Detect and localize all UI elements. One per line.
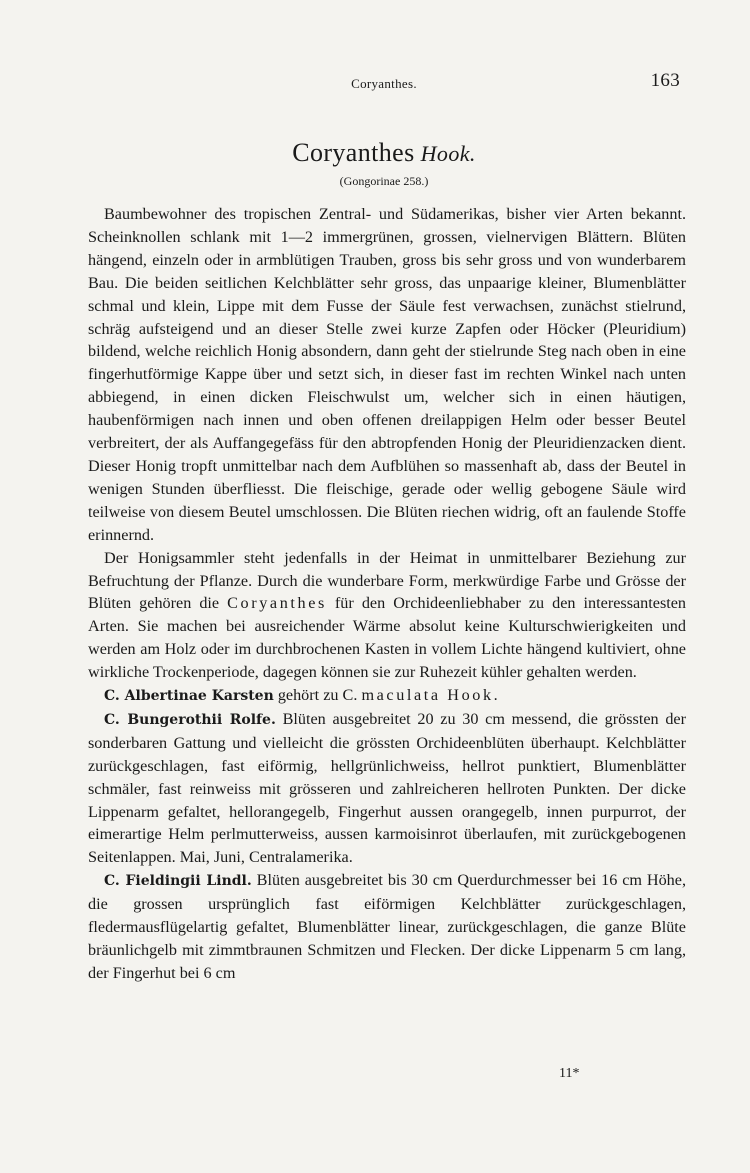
species-text: Blüten ausgebreitet bis 30 cm Querdurchmesser bei 16 cm Höhe, die grossen ursprünglich fast eiförmigen Kelchblätter zurückgeschlagen, fledermausflügelartig gefaltet, Blumenblätter linear, zurückgeschlagen, die ganze Blüte bräunlichgelb mit zimmtbraunen Schmitzen und Flecken. Der dicke Lippenarm 5 cm lang, der Fingerhut bei 6 cm — [88, 871, 686, 982]
signature-mark: 11* — [559, 1066, 580, 1081]
running-title: Coryanthes. — [351, 76, 417, 91]
species-entry-fieldingii — [88, 869, 686, 985]
species-name: C. Albertinae Karsten — [104, 688, 274, 705]
spaced-genus-name: Coryanthes — [227, 594, 327, 613]
paragraph-culture-text-b: für den Orchideenliebhaber zu den interessantesten Arten. Sie machen bei ausreichender Wärme absolut keine Kulturschwierigkeiten und werden am Holz oder im durchbrochenen Kasten in vollem Lichte hängend kultiviert, ohne wirkliche Trockenperiode, dagegen können sie zur Ruhezeit kühler gehalten werden. — [88, 594, 687, 682]
paragraph-culture-text-a: Der Honigsammler steht jedenfalls in der Heimat in unmittelbarer Beziehung zur Befruchtung der Pflanze. Durch die wunderbare Form, merkwürdige Farbe und Grösse der Blüten gehören die — [88, 548, 686, 613]
species-name: C. Fieldingii Lindl. — [104, 873, 252, 890]
paragraph-description: Baumbewohner des tropischen Zentral- und Südamerikas, bisher vier Arten bekannt. Scheinknollen schlank mit 1—2 immergrünen, grossen, vielnervigen Blättern. Blüten hängend, einzeln oder in armblütigen Trauben, gross bis sehr gross und von wunderbarem Bau. Die beiden seitlichen Kelchblätter sehr gross, das unpaarige kleiner, Blumenblätter schmal und klein, Lippe mit dem Fusse der Säule fest verwachsen, zunächst stielrund, schräg aufsteigend und an dieser Stelle zwei kurze Zapfen oder Höcker (Pleuridium) bildend, welche reichlich Honig absondern, dann geht der stielrunde Steg nach oben in eine fingerhutförmige Kappe über und setzt sich, in dieser fast im rechten Winkel nach unten abbiegend, in einen dicken Fleischwulst um, welcher sich in einen häutigen, haubenförmigen nach innen und oben offenen dreilappigen Helm oder besser Beutel verbreitert, der als Auffangegefäss für den abtropfenden Honig der Pleuridienzacken dient. Dieser Honig tropft unmittelbar nach dem Aufblühen so massenhaft ab, dass der Beutel in wenigen Stunden überfliesst. Die fleischige, gerade oder wellig gebogene Säule wird teilweise von diesem Beutel umschlossen. Die Blüten riechen widrig, oft an faulende Stoffe erinnernd. — [88, 205, 686, 544]
species-entry-bungerothii — [88, 708, 686, 869]
species-entry-albertinae — [88, 684, 686, 708]
genus-subtitle: (Gongorinae 258.) — [339, 174, 429, 188]
spaced-species-name: maculata Hook. — [361, 686, 501, 705]
genus-author: Hook. — [420, 141, 476, 166]
page-number: 163 — [650, 70, 680, 91]
species-name: C. Bungerothii Rolfe. — [104, 711, 276, 728]
genus-name: Coryanthes — [292, 138, 415, 167]
genus-heading — [88, 138, 680, 168]
species-text: gehört zu C. — [277, 686, 358, 705]
species-text: Blüten ausgebreitet 20 zu 30 cm messend, die grössten der sonderbaren Gattung und vielleicht die grössten Orchideenblüten überhaupt. Kelchblätter zurückgeschlagen, fast eiförmig, hellgrünlichweiss, hellrot punktiert, Blumenblätter schmäler, fast reinweiss mit grösseren und zahlreicheren hellroten Punkten. Der dicke Lippenarm gefaltet, hellorangegelb, Fingerhut aussen orangegelb, innen purpurrot, der eimerartige Helm perlmutterweiss, aussen karmoisinrot überlaufen, mit zurückgebogenen Seitenlappen. Mai, Juni, Centralamerika. — [88, 709, 686, 867]
paragraph-culture — [88, 547, 686, 684]
body-text — [88, 203, 686, 985]
